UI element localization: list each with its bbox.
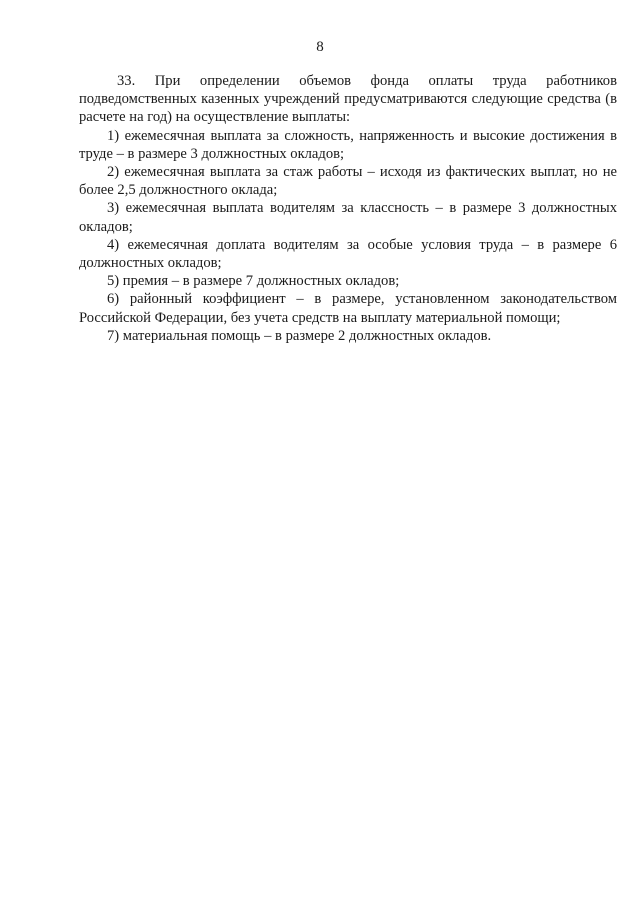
list-item-1: 1) ежемесячная выплата за сложность, напряженность и высокие достижения в труде – в размере 3 должностных окладов;: [79, 127, 617, 162]
list-item-2: 2) ежемесячная выплата за стаж работы – исходя из фактических выплат, но не более 2,5 должностного оклада;: [79, 164, 617, 199]
paragraph-33-intro: 33. При определении объемов фонда оплаты труда работников подведомственных казенных учреждений предусматриваются следующие средства (в расчете на год) на осуществление выплаты:: [79, 73, 617, 126]
page-number: 8: [316, 39, 324, 55]
list-item-4: 4) ежемесячная доплата водителям за особые условия труда – в размере 6 должностных окладов;: [79, 236, 617, 272]
list-item-6: 6) районный коэффициент – в размере, установленном законодательством Российской Федерации, без учета средств на выплату материальной помощи;: [79, 291, 617, 326]
list-item-7: 7) материальная помощь – в размере 2 должностных окладов.: [107, 327, 492, 344]
list-item-3: 3) ежемесячная выплата водителям за классность – в размере 3 должностных окладов;: [79, 200, 617, 235]
list-item-5: 5) премия – в размере 7 должностных окладов;: [107, 273, 400, 290]
document-body: [79, 72, 617, 345]
